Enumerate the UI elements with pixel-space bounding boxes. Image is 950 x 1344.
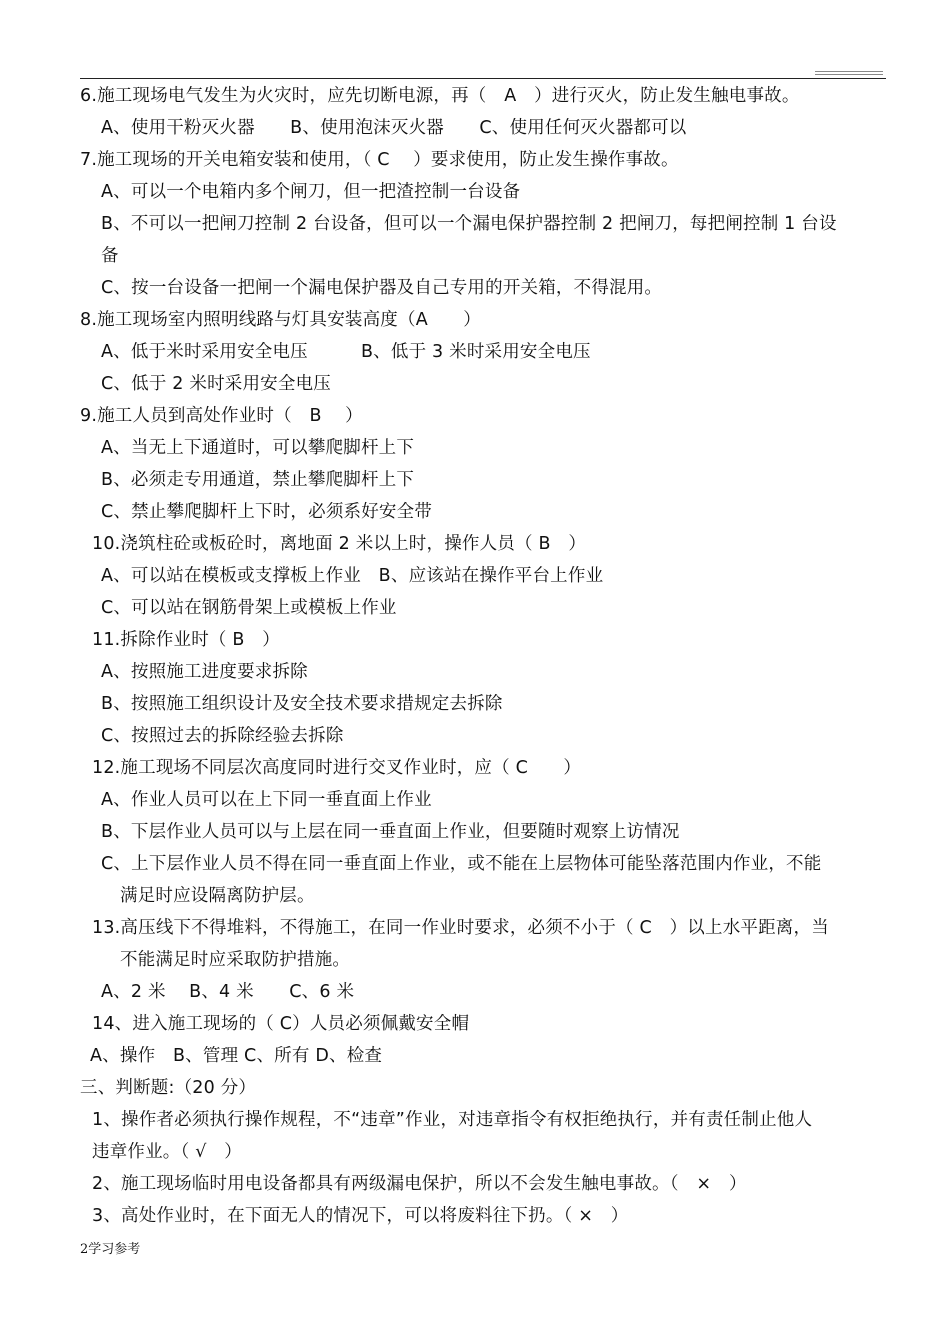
- question-12-option-c: C、上下层作业人员不得在同一垂直面上作业，或不能在上层物体可能坠落范围内作业，不能: [101, 854, 822, 874]
- judgement-3: 3、高处作业时，在下面无人的情况下，可以将废料往下扔。（ × ）: [92, 1206, 629, 1226]
- question-11-option-b: B、按照施工组织设计及安全技术要求措规定去拆除: [101, 694, 503, 714]
- question-13-options: A、2 米 B、4 米 C、6 米: [101, 982, 355, 1002]
- question-9-option-a: A、当无上下通道时，可以攀爬脚杆上下: [101, 438, 415, 458]
- judgement-1-cont: 违章作业。（ √ ）: [92, 1142, 242, 1162]
- header-mark: [815, 71, 883, 72]
- question-14: 14、进入施工现场的（ C）人员必须佩戴安全帽: [92, 1014, 470, 1034]
- header-mark: [815, 74, 883, 75]
- question-10-options-ab: A、可以站在模板或支撑板上作业 B、应该站在操作平台上作业: [101, 566, 604, 586]
- section-heading-judgement: 三、判断题:（20 分）: [80, 1078, 257, 1098]
- question-11-option-c: C、按照过去的拆除经验去拆除: [101, 726, 344, 746]
- header-rule: [80, 78, 886, 79]
- question-8-option-c: C、低于 2 米时采用安全电压: [101, 374, 331, 394]
- question-7-option-b: B、不可以一把闸刀控制 2 台设备，但可以一个漏电保护器控制 2 把闸刀，每把闸控制 1 台设: [101, 214, 837, 234]
- question-7-option-c: C、按一台设备一把闸一个漏电保护器及自己专用的开关箱，不得混用。: [101, 278, 663, 298]
- question-12: 12.施工现场不同层次高度同时进行交叉作业时，应（ C ）: [92, 758, 582, 778]
- question-6-options: A、使用干粉灭火器 B、使用泡沫灭火器 C、使用任何灭火器都可以: [101, 118, 687, 138]
- question-14-options: A、操作 B、管理 C、所有 D、检查: [90, 1046, 383, 1066]
- question-7: 7.施工现场的开关电箱安装和使用，（ C ）要求使用，防止发生操作事故。: [80, 150, 679, 170]
- page-footer: 2学习参考: [80, 1242, 141, 1257]
- judgement-1: 1、操作者必须执行操作规程，不“违章”作业，对违章指令有权拒绝执行，并有责任制止他人: [92, 1110, 813, 1130]
- question-11: 11.拆除作业时（ B ）: [92, 630, 280, 650]
- question-8-options-ab: A、低于米时采用安全电压 B、低于 3 米时采用安全电压: [101, 342, 591, 362]
- question-13-cont: 不能满足时应采取防护措施。: [120, 950, 351, 970]
- question-9-option-c: C、禁止攀爬脚杆上下时，必须系好安全带: [101, 502, 433, 522]
- judgement-2: 2、施工现场临时用电设备都具有两级漏电保护，所以不会发生触电事故。（ × ）: [92, 1174, 747, 1194]
- question-10-option-c: C、可以站在钢筋骨架上或模板上作业: [101, 598, 397, 618]
- question-8: 8.施工现场室内照明线路与灯具安装高度（A ）: [80, 310, 481, 330]
- question-7-option-b-cont: 备: [101, 246, 119, 266]
- question-6: 6.施工现场电气发生为火灾时，应先切断电源，再（ A ）进行灭火，防止发生触电事故。: [80, 86, 800, 106]
- question-7-option-a: A、可以一个电箱内多个闸刀，但一把渣控制一台设备: [101, 182, 521, 202]
- question-12-option-c-cont: 满足时应设隔离防护层。: [120, 886, 315, 906]
- question-13: 13.高压线下不得堆料，不得施工，在同一作业时要求，必须不小于（ C ）以上水平距离，当: [92, 918, 829, 938]
- question-11-option-a: A、按照施工进度要求拆除: [101, 662, 308, 682]
- question-9-option-b: B、必须走专用通道，禁止攀爬脚杆上下: [101, 470, 415, 490]
- question-12-option-b: B、下层作业人员可以与上层在同一垂直面上作业，但要随时观察上访情况: [101, 822, 680, 842]
- question-10: 10.浇筑柱砼或板砼时，离地面 2 米以上时，操作人员（ B ）: [92, 534, 587, 554]
- question-9: 9.施工人员到高处作业时（ B ）: [80, 406, 363, 426]
- question-12-option-a: A、作业人员可以在上下同一垂直面上作业: [101, 790, 432, 810]
